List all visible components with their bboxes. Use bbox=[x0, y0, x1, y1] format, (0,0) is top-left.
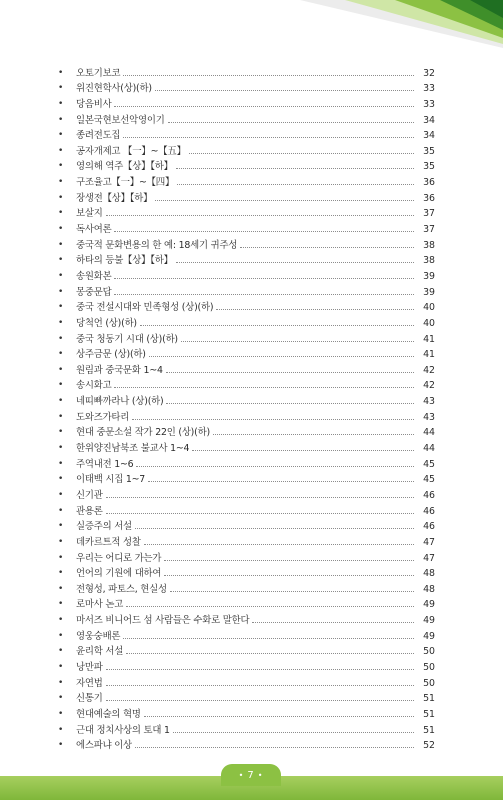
bullet: • bbox=[58, 224, 64, 235]
toc-entry-title: 현대 중문소설 작가 22인 (상)(하) bbox=[76, 427, 210, 439]
toc-entry-title: 공자개제고 【一】~【五】 bbox=[76, 145, 186, 157]
toc-entry-page: 33 bbox=[423, 98, 435, 110]
toc-entry-title: 일본국현보선악영이기 bbox=[76, 114, 165, 126]
toc-entry-title: 관용론 bbox=[76, 505, 103, 517]
toc-entry-page: 40 bbox=[423, 317, 435, 329]
dot-leader bbox=[164, 575, 414, 576]
toc-entry bbox=[58, 407, 435, 423]
toc-entry-page: 51 bbox=[423, 693, 435, 705]
toc-entry-page: 50 bbox=[423, 661, 435, 673]
toc-entry-page: 44 bbox=[423, 443, 435, 455]
toc-entry bbox=[58, 345, 435, 361]
toc-entry bbox=[58, 172, 435, 188]
page-number-tab bbox=[221, 764, 281, 786]
toc-entry-page: 39 bbox=[423, 286, 435, 298]
toc-entry-page: 49 bbox=[423, 615, 435, 627]
bullet: • bbox=[58, 740, 64, 751]
toc-entry-title: 종려전도집 bbox=[76, 130, 121, 142]
toc-entry bbox=[58, 454, 435, 470]
bullet: • bbox=[58, 192, 64, 203]
toc-entry-page: 48 bbox=[423, 583, 435, 595]
toc-entry-title: 한위양진남북조 불교사 1~4 bbox=[76, 443, 190, 455]
toc-entry-title: 당척언 (상)(하) bbox=[76, 317, 137, 329]
toc-entry bbox=[58, 485, 435, 501]
toc-entry bbox=[58, 329, 435, 345]
toc-entry bbox=[58, 564, 435, 580]
toc-entry bbox=[58, 141, 435, 157]
bullet: • bbox=[58, 536, 64, 547]
toc-entry-title: 실증주의 서설 bbox=[76, 521, 132, 533]
bullet: • bbox=[58, 505, 64, 516]
dot-leader bbox=[181, 341, 414, 342]
dot-leader bbox=[176, 262, 414, 263]
bullet: • bbox=[58, 615, 64, 626]
toc-entry bbox=[58, 657, 435, 673]
toc-entry bbox=[58, 595, 435, 611]
toc-entry-page: 49 bbox=[423, 630, 435, 642]
dot-leader bbox=[173, 732, 414, 733]
dot-leader bbox=[189, 153, 414, 154]
dot-leader bbox=[149, 356, 414, 357]
toc-entry bbox=[58, 673, 435, 689]
bullet: • bbox=[58, 239, 64, 250]
toc-entry-page: 50 bbox=[423, 677, 435, 689]
toc-entry-title: 오토기보코 bbox=[76, 67, 121, 79]
dot-leader bbox=[140, 325, 414, 326]
dot-leader bbox=[216, 309, 414, 310]
toc-entry-page: 48 bbox=[423, 568, 435, 580]
bullet: • bbox=[58, 521, 64, 532]
toc-entry-page: 44 bbox=[423, 427, 435, 439]
bullet: • bbox=[58, 145, 64, 156]
toc-entry-page: 41 bbox=[423, 349, 435, 361]
dot-leader bbox=[123, 638, 414, 639]
table-of-contents bbox=[58, 63, 435, 751]
bullet: • bbox=[58, 630, 64, 641]
toc-entry-page: 52 bbox=[423, 740, 435, 752]
dot-leader bbox=[132, 419, 414, 420]
toc-entry-page: 46 bbox=[423, 489, 435, 501]
toc-entry bbox=[58, 470, 435, 486]
toc-entry-page: 34 bbox=[423, 114, 435, 126]
page-dot-right: • bbox=[257, 770, 264, 780]
toc-entry-title: 송시화고 bbox=[76, 380, 112, 392]
toc-entry bbox=[58, 266, 435, 282]
bullet: • bbox=[58, 177, 64, 188]
dot-leader bbox=[106, 685, 414, 686]
dot-leader bbox=[166, 372, 414, 373]
toc-entry bbox=[58, 704, 435, 720]
toc-entry bbox=[58, 235, 435, 251]
dot-leader bbox=[135, 747, 414, 748]
toc-entry bbox=[58, 79, 435, 95]
toc-entry-title: 몽중문답 bbox=[76, 286, 112, 298]
toc-entry-page: 32 bbox=[423, 67, 435, 79]
toc-entry-title: 상주금문 (상)(하) bbox=[76, 349, 146, 361]
toc-entry-page: 50 bbox=[423, 646, 435, 658]
bullet: • bbox=[58, 286, 64, 297]
toc-entry-page: 45 bbox=[423, 474, 435, 486]
bullet: • bbox=[58, 646, 64, 657]
toc-entry-title: 근대 정치사상의 토대 1 bbox=[76, 724, 170, 736]
toc-entry bbox=[58, 579, 435, 595]
dot-leader bbox=[123, 75, 414, 76]
toc-entry bbox=[58, 736, 435, 752]
toc-entry-page: 34 bbox=[423, 130, 435, 142]
toc-entry bbox=[58, 63, 435, 79]
dot-leader bbox=[155, 90, 414, 91]
dot-leader bbox=[114, 294, 414, 295]
corner-decoration bbox=[0, 0, 503, 50]
toc-entry bbox=[58, 423, 435, 439]
toc-entry-title: 신통기 bbox=[76, 693, 103, 705]
dot-leader bbox=[166, 403, 414, 404]
toc-entry-title: 우리는 어디로 가는가 bbox=[76, 552, 162, 564]
toc-entry bbox=[58, 282, 435, 298]
dot-leader bbox=[192, 450, 414, 451]
dot-leader bbox=[168, 122, 414, 123]
bullet: • bbox=[58, 333, 64, 344]
toc-entry bbox=[58, 689, 435, 705]
toc-entry-page: 42 bbox=[423, 364, 435, 376]
dot-leader bbox=[177, 184, 414, 185]
toc-entry-title: 원림과 중국문화 1~4 bbox=[76, 364, 163, 376]
bullet: • bbox=[58, 708, 64, 719]
toc-entry-title: 위진현학사(상)(하) bbox=[76, 83, 152, 95]
bullet: • bbox=[58, 474, 64, 485]
toc-entry bbox=[58, 720, 435, 736]
toc-entry bbox=[58, 360, 435, 376]
dot-leader bbox=[252, 622, 414, 623]
toc-entry-page: 40 bbox=[423, 302, 435, 314]
dot-leader bbox=[106, 669, 414, 670]
toc-entry-page: 47 bbox=[423, 552, 435, 564]
dot-leader bbox=[135, 528, 414, 529]
bullet: • bbox=[58, 364, 64, 375]
bullet: • bbox=[58, 317, 64, 328]
toc-entry-page: 36 bbox=[423, 192, 435, 204]
dot-leader bbox=[106, 497, 414, 498]
bullet: • bbox=[58, 599, 64, 610]
toc-entry-title: 로마사 논고 bbox=[76, 599, 124, 611]
toc-entry-page: 47 bbox=[423, 536, 435, 548]
toc-entry bbox=[58, 94, 435, 110]
bullet: • bbox=[58, 443, 64, 454]
toc-entry-title: 윤리학 서설 bbox=[76, 646, 124, 658]
toc-entry bbox=[58, 501, 435, 517]
toc-entry bbox=[58, 642, 435, 658]
toc-entry-page: 42 bbox=[423, 380, 435, 392]
toc-entry bbox=[58, 157, 435, 173]
dot-leader bbox=[136, 466, 414, 467]
toc-entry-title: 구조율고【一】~【四】 bbox=[76, 177, 175, 189]
toc-entry-title: 신기관 bbox=[76, 489, 103, 501]
toc-entry-page: 38 bbox=[423, 239, 435, 251]
toc-entry bbox=[58, 626, 435, 642]
bullet: • bbox=[58, 380, 64, 391]
toc-entry-page: 39 bbox=[423, 270, 435, 282]
toc-entry-title: 도와즈가타리 bbox=[76, 411, 130, 423]
dot-leader bbox=[114, 387, 414, 388]
toc-entry bbox=[58, 438, 435, 454]
toc-entry-title: 네띠빠까라나 (상)(하) bbox=[76, 396, 164, 408]
bullet: • bbox=[58, 130, 64, 141]
dot-leader bbox=[126, 606, 414, 607]
toc-entry-page: 43 bbox=[423, 396, 435, 408]
page-dot-left: • bbox=[238, 770, 245, 780]
bullet: • bbox=[58, 349, 64, 360]
dot-leader bbox=[144, 544, 414, 545]
dot-leader bbox=[148, 481, 414, 482]
bullet: • bbox=[58, 83, 64, 94]
toc-entry-title: 주역내전 1~6 bbox=[76, 458, 134, 470]
dot-leader bbox=[106, 513, 414, 514]
bullet: • bbox=[58, 114, 64, 125]
toc-entry-page: 41 bbox=[423, 333, 435, 345]
toc-entry-title: 데카르트적 성찰 bbox=[76, 536, 141, 548]
bullet: • bbox=[58, 552, 64, 563]
bullet: • bbox=[58, 411, 64, 422]
toc-entry-title: 중국 청동기 시대 (상)(하) bbox=[76, 333, 178, 345]
toc-entry-page: 37 bbox=[423, 208, 435, 220]
toc-entry bbox=[58, 204, 435, 220]
dot-leader bbox=[123, 137, 414, 138]
bullet: • bbox=[58, 302, 64, 313]
dot-leader bbox=[144, 716, 414, 717]
toc-entry-title: 장생전【상】【하】 bbox=[76, 192, 153, 204]
toc-entry bbox=[58, 610, 435, 626]
bullet: • bbox=[58, 208, 64, 219]
dot-leader bbox=[114, 106, 414, 107]
toc-entry bbox=[58, 532, 435, 548]
toc-entry-page: 38 bbox=[423, 255, 435, 267]
toc-entry bbox=[58, 313, 435, 329]
bullet: • bbox=[58, 724, 64, 735]
toc-entry-title: 낭만파 bbox=[76, 661, 103, 673]
toc-entry-page: 51 bbox=[423, 724, 435, 736]
bullet: • bbox=[58, 661, 64, 672]
toc-entry bbox=[58, 376, 435, 392]
toc-entry-title: 당음비사 bbox=[76, 98, 112, 110]
dot-leader bbox=[114, 231, 414, 232]
toc-entry-page: 46 bbox=[423, 505, 435, 517]
toc-entry-title: 전형성, 파토스, 현실성 bbox=[76, 583, 167, 595]
toc-entry-page: 51 bbox=[423, 708, 435, 720]
toc-entry-title: 중국적 문화변용의 한 예: 18세기 귀주성 bbox=[76, 239, 238, 251]
toc-entry-title: 독사여론 bbox=[76, 224, 112, 236]
dot-leader bbox=[106, 215, 414, 216]
bullet: • bbox=[58, 427, 64, 438]
dot-leader bbox=[114, 278, 414, 279]
toc-entry-page: 35 bbox=[423, 145, 435, 157]
bullet: • bbox=[58, 693, 64, 704]
dot-leader bbox=[176, 168, 414, 169]
toc-entry bbox=[58, 391, 435, 407]
toc-entry-page: 49 bbox=[423, 599, 435, 611]
dot-leader bbox=[155, 200, 414, 201]
bullet: • bbox=[58, 458, 64, 469]
toc-entry-title: 언어의 기원에 대하여 bbox=[76, 568, 162, 580]
toc-entry-title: 마서즈 비니어드 섬 사람들은 수화로 말한다 bbox=[76, 615, 250, 627]
toc-entry-page: 37 bbox=[423, 224, 435, 236]
bullet: • bbox=[58, 677, 64, 688]
dot-leader bbox=[164, 560, 414, 561]
toc-entry-page: 35 bbox=[423, 161, 435, 173]
page-number: 7 bbox=[247, 769, 255, 781]
bullet: • bbox=[58, 67, 64, 78]
toc-entry-page: 46 bbox=[423, 521, 435, 533]
toc-entry-title: 이태백 시집 1~7 bbox=[76, 474, 146, 486]
dot-leader bbox=[240, 247, 414, 248]
toc-entry bbox=[58, 188, 435, 204]
toc-entry bbox=[58, 126, 435, 142]
bullet: • bbox=[58, 396, 64, 407]
toc-entry-title: 보살지 bbox=[76, 208, 103, 220]
dot-leader bbox=[213, 434, 414, 435]
bullet: • bbox=[58, 255, 64, 266]
toc-entry-title: 현대예술의 혁명 bbox=[76, 708, 141, 720]
toc-entry bbox=[58, 517, 435, 533]
bullet: • bbox=[58, 161, 64, 172]
toc-entry-title: 에스파냐 이상 bbox=[76, 740, 132, 752]
bullet: • bbox=[58, 270, 64, 281]
toc-entry bbox=[58, 251, 435, 267]
toc-entry-page: 43 bbox=[423, 411, 435, 423]
bullet: • bbox=[58, 568, 64, 579]
toc-entry-page: 36 bbox=[423, 177, 435, 189]
dot-leader bbox=[126, 653, 414, 654]
toc-entry-title: 중국 전설시대와 민족형성 (상)(하) bbox=[76, 302, 214, 314]
dot-leader bbox=[106, 700, 414, 701]
toc-entry-title: 영의해 역주【상】【하】 bbox=[76, 161, 173, 173]
dot-leader bbox=[170, 591, 414, 592]
toc-entry-title: 자연법 bbox=[76, 677, 103, 689]
toc-entry bbox=[58, 298, 435, 314]
toc-entry-page: 33 bbox=[423, 83, 435, 95]
toc-entry-title: 송원화본 bbox=[76, 270, 112, 282]
bullet: • bbox=[58, 583, 64, 594]
toc-entry-title: 영웅숭배론 bbox=[76, 630, 121, 642]
toc-entry bbox=[58, 110, 435, 126]
toc-entry bbox=[58, 219, 435, 235]
toc-entry-title: 하타의 등불【상】【하】 bbox=[76, 255, 173, 267]
bullet: • bbox=[58, 98, 64, 109]
toc-entry-page: 45 bbox=[423, 458, 435, 470]
toc-entry bbox=[58, 548, 435, 564]
bullet: • bbox=[58, 489, 64, 500]
